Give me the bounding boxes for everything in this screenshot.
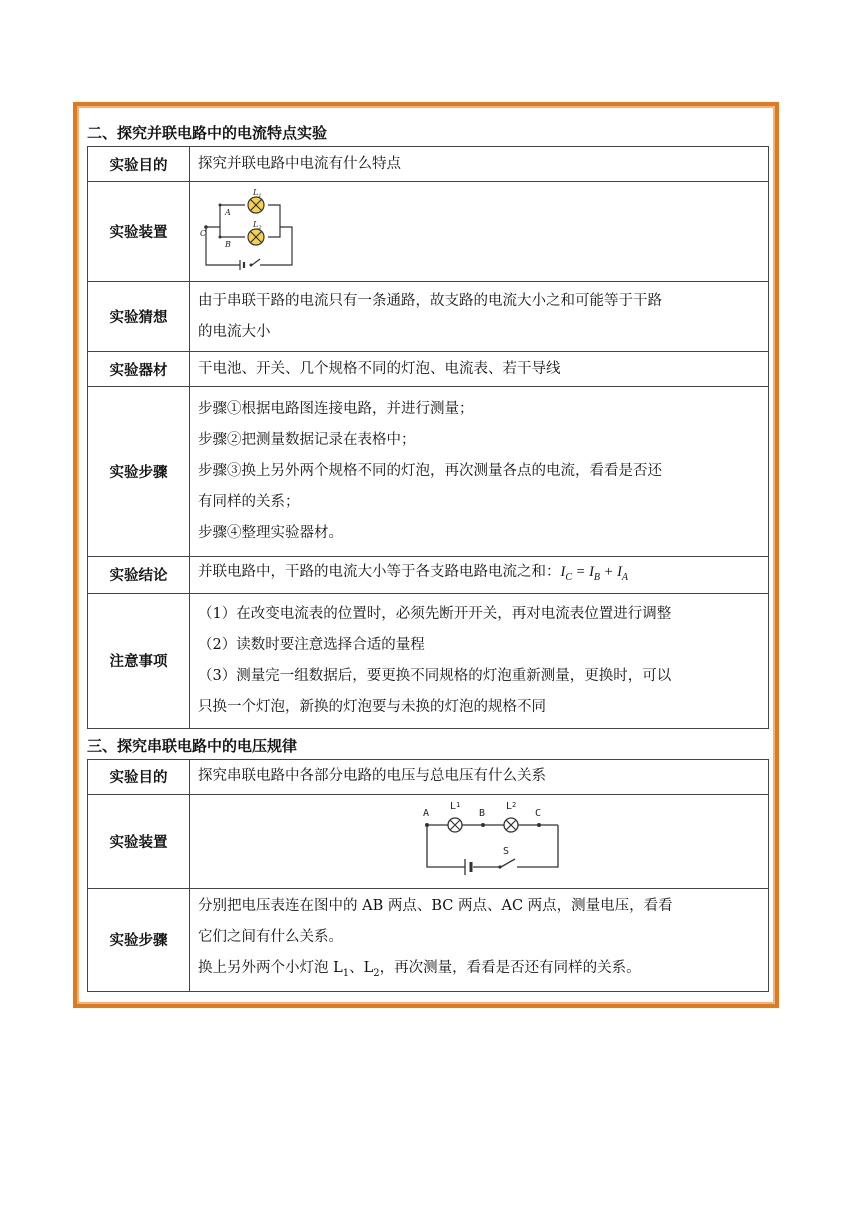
table-row <box>88 182 769 282</box>
hypothesis-line-1: 由于串联干路的电流只有一条通路，故支路的电流大小之和可能等于干路 <box>198 292 662 309</box>
purpose-text: 探究并联电路中电流有什么特点 <box>190 147 769 182</box>
equipment-text: 干电池、开关、几个规格不同的灯泡、电流表、若干导线 <box>190 352 769 387</box>
label-l2: $L^2$ <box>506 801 517 813</box>
table-row <box>88 352 769 387</box>
label-a: A <box>423 808 430 820</box>
row-label-purpose: 实验目的 <box>88 759 190 794</box>
series-circuit-cell <box>190 794 769 888</box>
step-line: 分别把电压表连在图中的 AB 两点、BC 两点、AC 两点，测量电压，看看 <box>198 897 673 914</box>
table-row <box>88 147 769 182</box>
row-label-conclusion: 实验结论 <box>88 557 190 594</box>
content-area <box>87 116 769 992</box>
series-experiment-table <box>87 759 769 992</box>
section-title-series: 三、探究串联电路中的电压规律 <box>87 736 298 755</box>
conclusion-sentence: 并联电路中，干路的电流大小等于各支路电路电流之和： <box>198 564 561 580</box>
hypothesis-line-2: 的电流大小 <box>198 323 271 340</box>
note-line: （1）在改变电流表的位置时，必须先断开开关，再对电流表位置进行调整 <box>198 605 672 622</box>
row-label-hypothesis: 实验猜想 <box>88 282 190 352</box>
label-s: S <box>503 846 510 858</box>
label-c: C <box>535 808 542 820</box>
series-circuit-diagram <box>413 799 573 883</box>
step-line: 有同样的关系； <box>198 494 300 510</box>
series-steps-text <box>190 888 769 991</box>
row-label-apparatus: 实验装置 <box>88 794 190 888</box>
current-formula: $I_C = I_B + I_A$ <box>560 564 629 583</box>
parallel-circuit-diagram <box>200 187 300 277</box>
note-line: 只换一个灯泡，新换的灯泡要与未换的灯泡的规格不同 <box>198 698 546 715</box>
step-line: 步骤①根据电路图连接电路，并进行测量； <box>198 401 474 417</box>
document-frame <box>73 102 779 1008</box>
step-line: 步骤②把测量数据记录在表格中； <box>198 432 416 448</box>
label-l1: $L_1$ <box>253 187 262 199</box>
table-row <box>88 557 769 594</box>
parallel-circuit-cell <box>190 182 769 282</box>
label-l1: $L^1$ <box>450 801 461 813</box>
label-a: A <box>225 207 231 217</box>
row-label-notes: 注意事项 <box>88 593 190 728</box>
note-line: （3）测量完一组数据后，要更换不同规格的灯泡重新测量，更换时，可以 <box>198 667 672 684</box>
step-line: 它们之间有什么关系。 <box>198 928 343 945</box>
label-l2: $L_2$ <box>253 219 262 231</box>
hypothesis-text <box>190 282 769 352</box>
step-line: 步骤③换上另外两个规格不同的灯泡，再次测量各点的电流，看看是否还 <box>198 463 662 479</box>
label-b: B <box>479 808 486 820</box>
label-b: B <box>225 239 231 249</box>
row-label-equipment: 实验器材 <box>88 352 190 387</box>
label-c: C <box>200 228 207 238</box>
table-row <box>88 794 769 888</box>
row-label-steps: 实验步骤 <box>88 387 190 557</box>
purpose-text: 探究串联电路中各部分电路的电压与总电压有什么关系 <box>190 759 769 794</box>
row-label-apparatus: 实验装置 <box>88 182 190 282</box>
table-row <box>88 888 769 991</box>
table-row <box>88 593 769 728</box>
table-row <box>88 387 769 557</box>
table-row <box>88 759 769 794</box>
row-label-purpose: 实验目的 <box>88 147 190 182</box>
section-title-parallel: 二、探究并联电路中的电流特点实验 <box>87 124 328 142</box>
step-line: 步骤④整理实验器材。 <box>198 525 343 541</box>
table-row <box>88 282 769 352</box>
notes-text <box>190 593 769 728</box>
conclusion-text <box>190 557 769 594</box>
row-label-steps: 实验步骤 <box>88 888 190 991</box>
step-line: 换上另外两个小灯泡 $L_1$、$L_2$，再次测量，看看是否还有同样的关系。 <box>198 959 641 979</box>
parallel-experiment-table <box>87 146 769 729</box>
steps-text <box>190 387 769 557</box>
note-line: （2）读数时要注意选择合适的量程 <box>198 636 425 653</box>
